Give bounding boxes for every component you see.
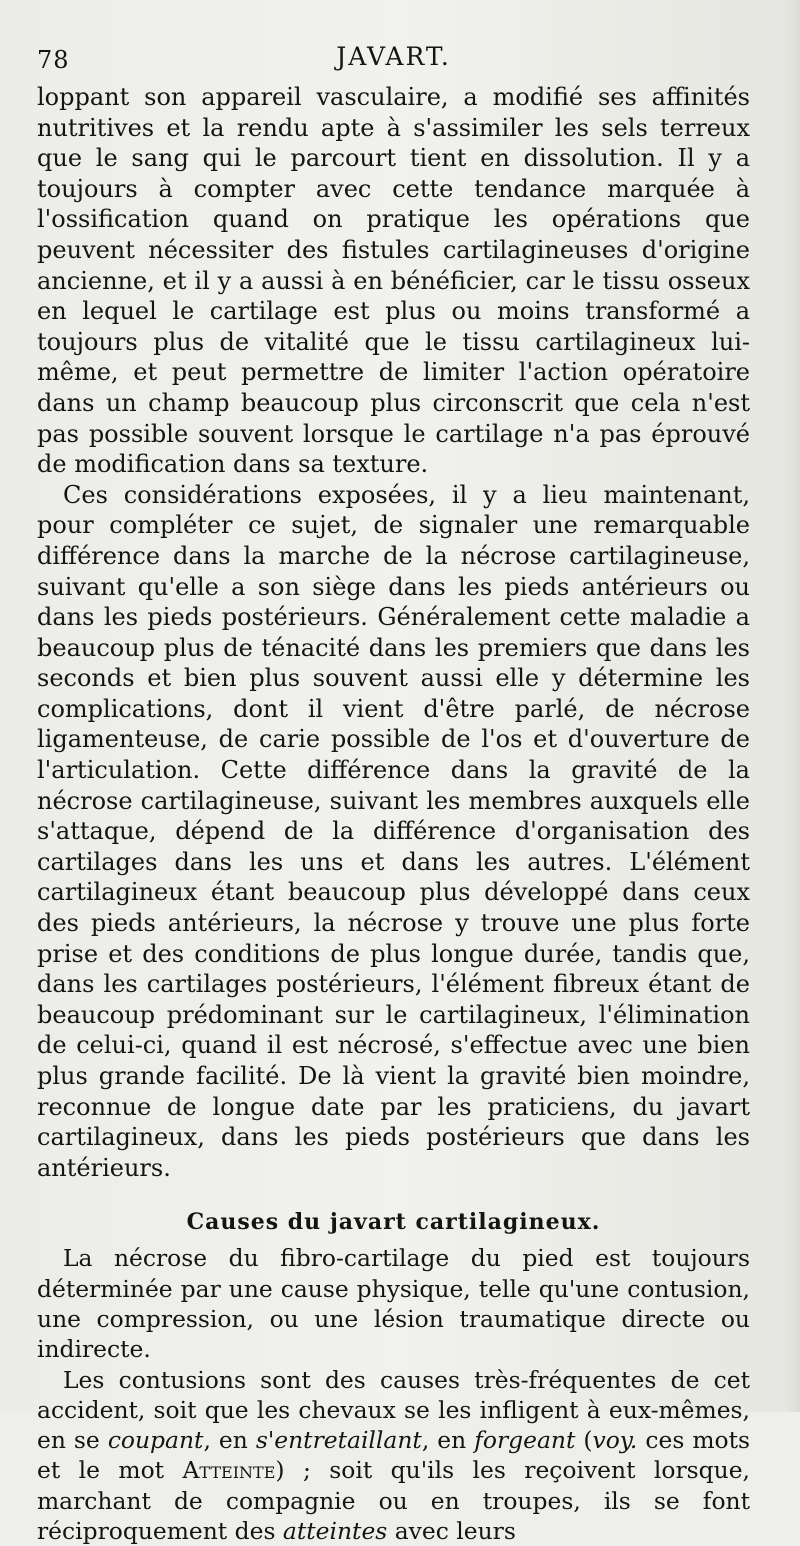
text-run: ) ; soit qu'ils les reçoivent lorsque, marchant de compagnie ou en troupes, ils se font réciproquement des: [37, 1456, 750, 1546]
section-heading: Causes du javart cartilagineux.: [186, 1209, 601, 1236]
italic-term: s'entretaillant: [255, 1426, 422, 1455]
main-text: [37, 82, 750, 1183]
page-number: 78: [37, 46, 70, 74]
text-run: ces mots et le mot: [37, 1426, 751, 1485]
running-head: [37, 36, 750, 82]
running-title: JAVART.: [336, 42, 451, 71]
text-run: avec leurs: [387, 1517, 516, 1546]
text-run: Les contusions sont des causes très-fréquentes de cet accident, soit que les chevaux se les infligent à eux-mêmes, en se: [37, 1365, 750, 1455]
page-edge-shadow: [786, 0, 800, 1412]
continued-paragraph: loppant son appareil vasculaire, a modifié ses affinités nutritives et la rendu apte à s'assimiler les sels terreux que le sang qui le parcourt tient en dissolution. Il y a toujours à compter avec cette tendance marquée à l'ossification quand on pratique les opérations que peuvent nécessiter des fistules cartilagineuses d'origine ancienne, et il y a aussi à en bénéficier, car le tissu osseux en lequel le cartilage est plus ou moins transformé a toujours plus de vitalité que le tissu cartilagineux lui-même, et peut permettre de limiter l'action opératoire dans un champ beaucoup plus circonscrit que cela n'est pas possible souvent lorsque le cartilage n'a pas éprouvé de modification dans sa texture.: [37, 83, 750, 479]
italic-term: voy.: [592, 1426, 638, 1455]
paragraph-necrose: La nécrose du fibro-cartilage du pied est toujours déterminée par une cause physique, telle qu'une contusion, une compression, ou une lésion traumatique directe ou indirecte.: [37, 1244, 750, 1364]
italic-term: forgeant: [474, 1426, 576, 1455]
italic-term: coupant: [107, 1426, 204, 1455]
text-run: (: [575, 1426, 593, 1455]
text-run: , en: [421, 1426, 475, 1455]
text-run: , en: [203, 1426, 256, 1455]
italic-term: atteintes: [282, 1517, 388, 1546]
paragraph-considerations: Ces considérations exposées, il y a lieu maintenant, pour compléter ce sujet, de signaler une remarquable différence dans la marche de la nécrose cartilagineuse, suivant qu'elle a son siège dans les pieds antérieurs ou dans les pieds postérieurs. Généralement cette maladie a beaucoup plus de ténacité dans les premiers que dans les seconds et bien plus souvent aussi elle y détermine les complications, dont il vient d'être parlé, de nécrose ligamenteuse, de carie possible de l'os et d'ouverture de l'articulation. Cette différence dans la gravité de la nécrose cartilagineuse, suivant les membres auxquels elle s'attaque, dépend de la différence d'organisation des cartilages dans les uns et dans les autres. L'élément cartilagineux étant beaucoup plus développé dans ceux des pieds antérieurs, la nécrose y trouve une plus forte prise et des conditions de plus longue durée, tandis que, dans les cartilages postérieurs, l'élément fibreux étant de beaucoup prédominant sur le cartilagineux, l'élimination de celui-ci, quand il est nécrosé, s'effectue avec une bien plus grande facilité. De là vient la gravité bien moindre, reconnue de longue date par les praticiens, du javart cartilagineux, dans les pieds postérieurs que dans les antérieurs.: [37, 480, 750, 1182]
paragraph-contusions: [37, 1365, 750, 1546]
cross-reference: Atteinte: [182, 1456, 276, 1485]
